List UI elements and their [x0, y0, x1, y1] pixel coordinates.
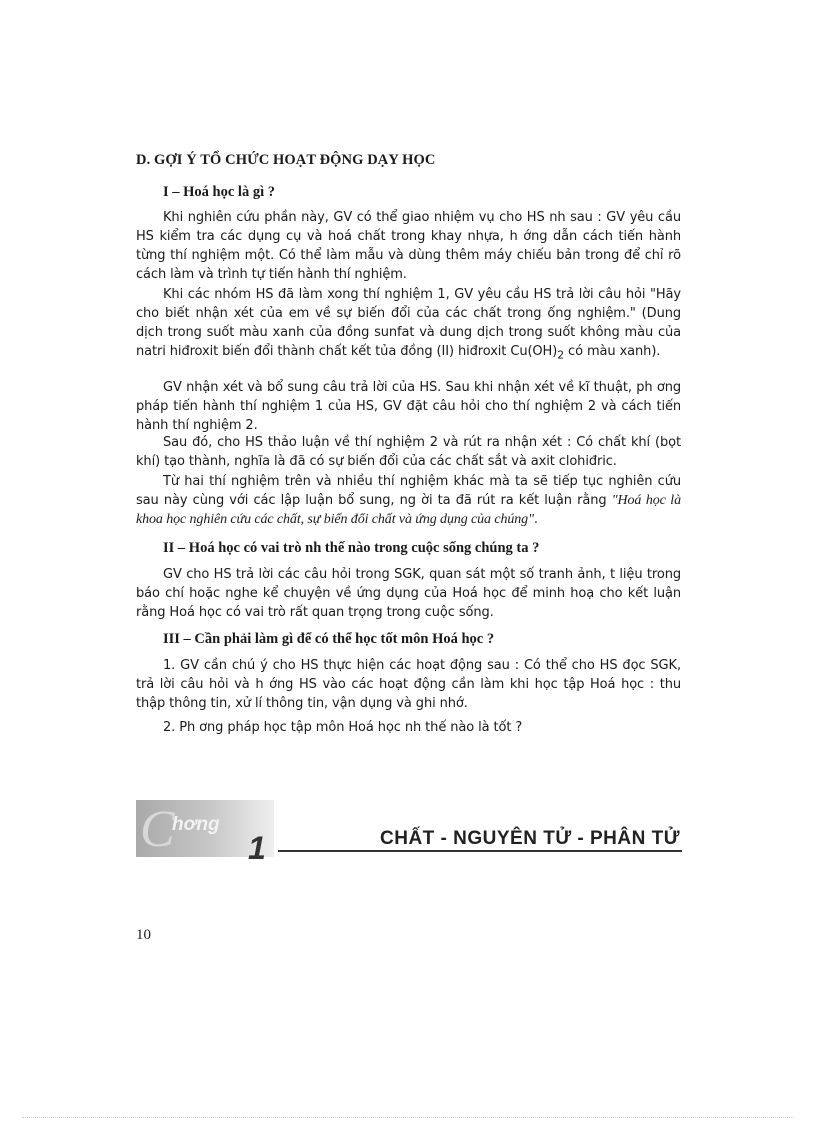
conclusion-end: .: [533, 512, 538, 527]
paragraph-5: [136, 472, 681, 529]
paragraph-5-text: Từ hai thí nghiệm trên và nhiều thí nghiệm khác mà ta sẽ tiếp tục nghiên cứu sau này cùng với các lập luận bổ sung, ng ời ta đã rút ra kết luận rằng: [136, 474, 681, 508]
section-title: D. GỢI Ý TỔ CHỨC HOẠT ĐỘNG DẠY HỌC: [136, 152, 436, 168]
page-number: 10: [136, 927, 151, 943]
paragraph-2-text: Khi các nhóm HS đã làm xong thí nghiệm 1, GV yêu cầu HS trả lời câu hỏi "Hãy cho biết nhận xét của em về sự biến đổi của các chất trong ống nghiệm." (Dung dịch trong suốt màu xanh của đồng sunfat và dung dịch trong suốt không màu của natri hiđroxit biến đổi thành chất kết tủa đồng (II) hiđroxit Cu(OH): [136, 287, 681, 359]
part3-item-1: 1. GV cần chú ý cho HS thực hiện các hoạt động sau : Có thể cho HS đọc SGK, trả lời câu hỏi và h ớng HS vào các hoạt động cần làm khi học tập Hoá học : thu thập thông tin, xử lí thông tin, vận dụng và ghi nhớ.: [136, 658, 681, 711]
formula-subscript: 2: [557, 348, 565, 362]
bottom-rule: [22, 1117, 794, 1118]
chapter-underline: [278, 850, 682, 852]
paragraph-1: Khi nghiên cứu phần này, GV có thể giao nhiệm vụ cho HS nh sau : GV yêu cầu HS kiểm tra các dụng cụ và hoá chất trong khay nhựa, h ớng dẫn cách tiến hành từng thí nghiệm một. Có thể làm mẫu và dùng thêm máy chiếu bản trong để chỉ rõ cách làm và trình tự tiến hành thí nghiệm.: [136, 210, 681, 282]
chapter-word: hơng: [172, 814, 220, 835]
part2-paragraph: GV cho HS trả lời các câu hỏi trong SGK, quan sát một số tranh ảnh, t liệu trong báo chí hoặc nghe kể chuyện về ứng dụng của Hoá học để minh hoạ cho kết luận rằng Hoá học có vai trò rất quan trọng trong cuộc sống.: [136, 567, 681, 620]
chapter-number: 1: [248, 830, 266, 866]
part2-heading: II – Hoá học có vai trò nh thế nào trong cuộc sống chúng ta ?: [163, 540, 540, 556]
part3-heading: III – Cần phải làm gì để có thể học tốt môn Hoá học ?: [163, 631, 495, 647]
paragraph-3: GV nhận xét và bổ sung câu trả lời của HS. Sau khi nhận xét về kĩ thuật, ph ơng pháp tiến hành thí nghiệm 1 của HS, GV đặt câu hỏi cho thí nghiệm 2 và cách tiến hành thí nghiệm 2.: [136, 380, 681, 433]
formula-tail: có màu xanh).: [564, 344, 661, 359]
chapter-banner: [136, 800, 682, 870]
chapter-letter: C: [140, 801, 175, 858]
chapter-title: CHẤT - NGUYÊN TỬ - PHÂN TỬ: [380, 828, 680, 849]
part1-heading: I – Hoá học là gì ?: [163, 184, 275, 200]
paragraph-2: [136, 285, 681, 365]
paragraph-4: Sau đó, cho HS thảo luận về thí nghiệm 2 và rút ra nhận xét : Có chất khí (bọt khí) tạo thành, nghĩa là đã có sự biến đổi của các chất sắt và axit clohiđric.: [136, 435, 681, 469]
conclusion-italic: "Hoá học là khoa học nghiên cứu các chất, sự biến đổi chất và ứng dụng của chúng": [136, 493, 681, 527]
part3-item-2: 2. Ph ơng pháp học tập môn Hoá học nh thế nào là tốt ?: [163, 720, 523, 735]
